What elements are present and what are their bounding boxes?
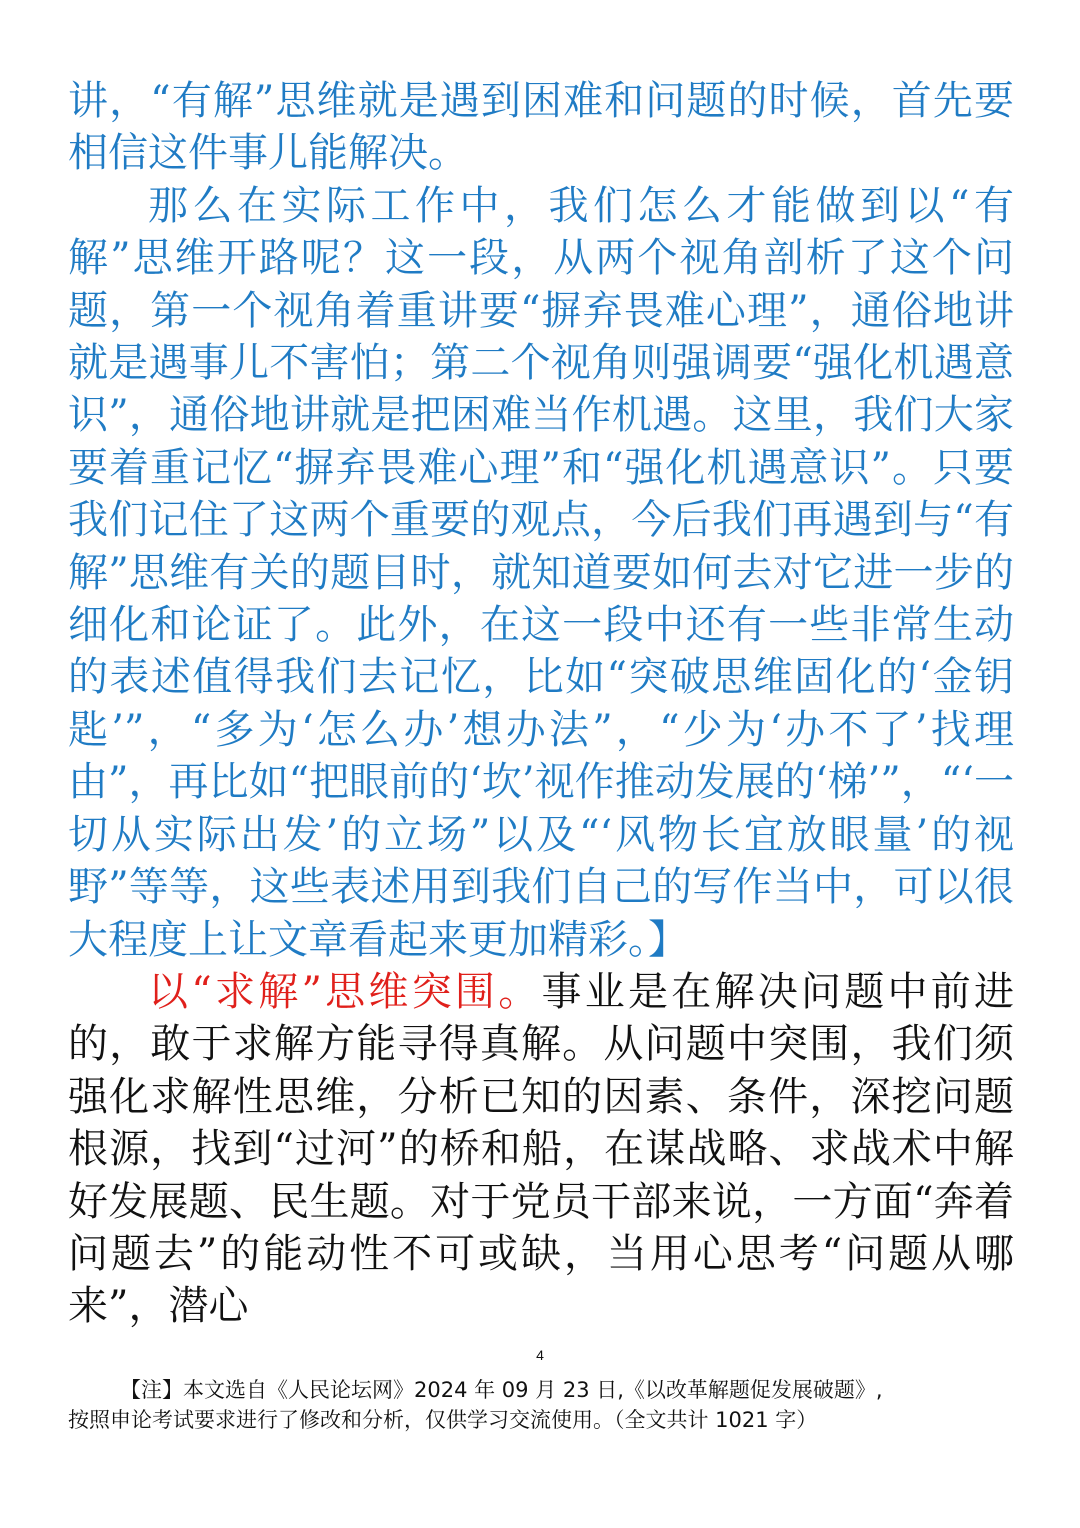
analysis-paragraph: 那么在实际工作中，我们怎么才能做到以“有解”思维开路呢？这一段，从两个视角剖析了这个问题，第一个视角着重讲要“摒弃畏难心理”，通俗地讲就是遇事儿不害怕；第二个视角则强调要“强化机遇意识”，通俗地讲就是把困难当作机遇。这里，我们大家要着重记忆“摒弃畏难心理”和“强化机遇意识”。只要我们记住了这两个重要的观点，今后我们再遇到与“有解”思维有关的题目时，就知道要如何去对它进一步的细化和论证了。此外，在这一段中还有一些非常生动的表述值得我们去记忆，比如“突破思维固化的‘金钥匙’”，“多为‘怎么办’想办法”，“少为‘办不了’找理由”，再比如“把眼前的‘坎’视作推动发展的‘梯’”，“‘一切从实际出发’的立场”以及“‘风物长宜放眼量’的视野”等等，这些表述用到我们自己的写作当中，可以很大程度上让文章看起来更加精彩。】 xyxy=(68,182,1014,963)
footnote-line-1: 【注】本文选自《人民论坛网》2024 年 09 月 23 日,《以改革解题促发展破题》, xyxy=(120,1378,883,1402)
analysis-paragraph-continued: 讲，“有解”思维就是遇到困难和问题的时候，首先要相信这件事儿能解决。 xyxy=(68,78,1014,177)
body-text: 事业是在解决问题中前进的，敢于求解方能寻得真解。从问题中突围，我们须强化求解性思维，分析已知的因素、条件，深挖问题根源，找到“过河”的桥和船，在谋战略、求战术中解好发展题、民生题。对于党员干部来说，一方面“奔着问题去”的能动性不可或缺，当用心思考“问题从哪来”，潜心 xyxy=(68,968,1014,1330)
footnote-line-2: 按照申论考试要求进行了修改和分析，仅供学习交流使用。（全文共计 1021 字） xyxy=(68,1408,818,1432)
page-number: 4 xyxy=(536,1347,544,1363)
footnote xyxy=(68,1375,1014,1435)
section-heading: 以“求解”思维突围。 xyxy=(148,968,542,1015)
document-page xyxy=(68,75,1014,1333)
body-paragraph xyxy=(68,966,1014,1333)
